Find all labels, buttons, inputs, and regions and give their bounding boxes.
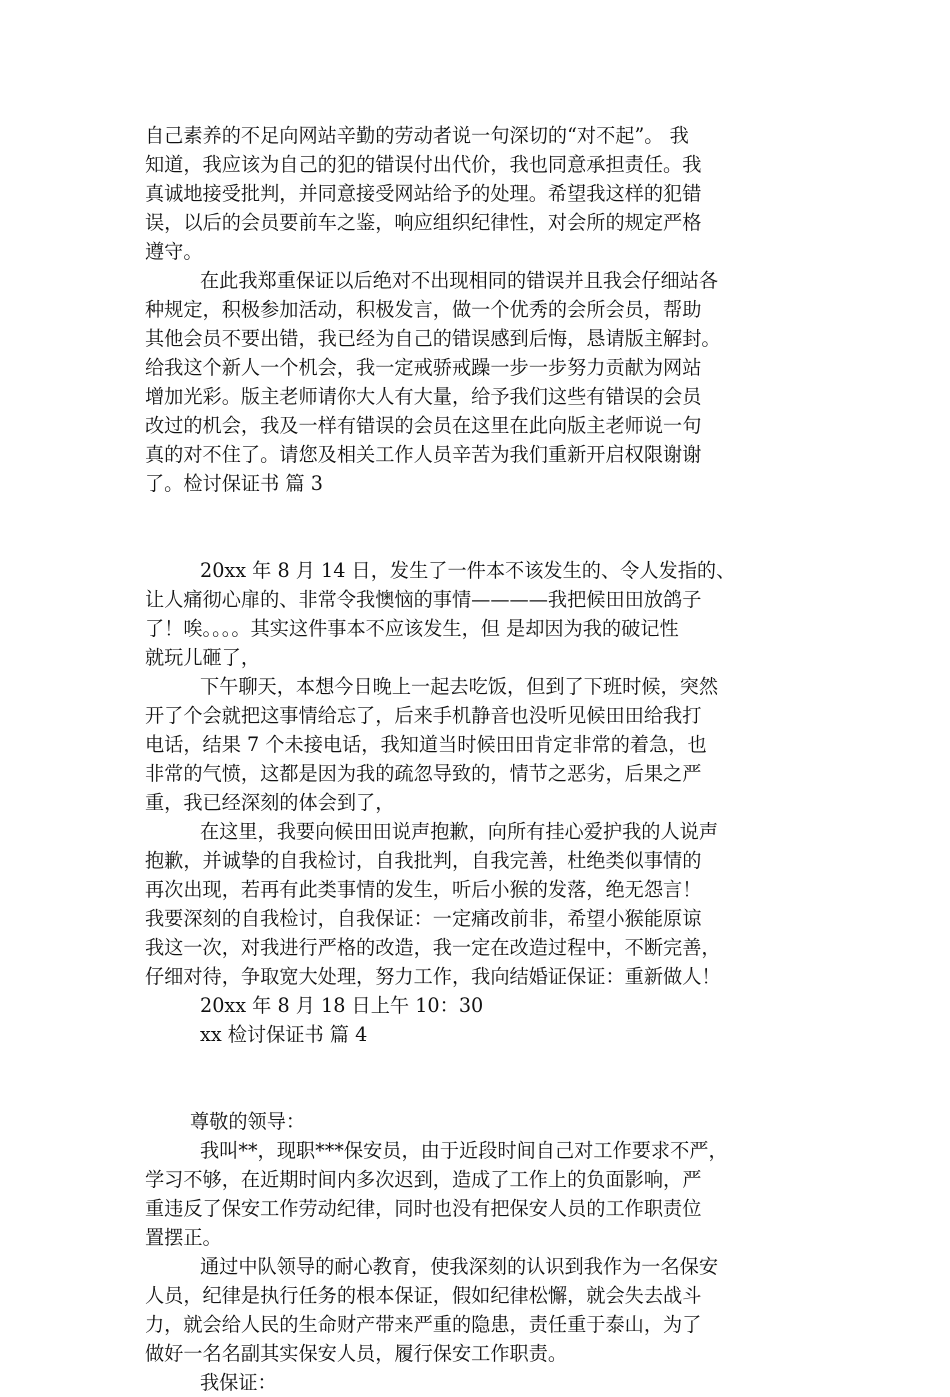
text-line: 遵守。 [145, 240, 203, 263]
text-line: 置摆正。 [145, 1226, 222, 1249]
text-line: 在这里，我要向候田田说声抱歉，向所有挂心爱护我的人说声 [200, 820, 719, 843]
text-line: 20xx 年 8 月 18 日上午 10：30 [200, 994, 484, 1017]
text-line: 了。检讨保证书 篇 3 [145, 472, 323, 495]
text-line: 学习不够，在近期时间内多次迟到，造成了工作上的负面影响，严 [145, 1168, 702, 1191]
text-line: 电话，结果 7 个未接电话，我知道当时候田田肯定非常的着急，也 [145, 733, 707, 756]
text-line: 再次出现，若再有此类事情的发生，听后小猴的发落，绝无怨言！ [145, 878, 702, 901]
text-line: 重，我已经深刻的体会到了， [145, 791, 395, 814]
text-line: 真诚地接受批判，并同意接受网站给予的处理。希望我这样的犯错 [145, 182, 702, 205]
text-line: 开了个会就把这事情给忘了，后来手机静音也没听见候田田给我打 [145, 704, 702, 727]
text-line: 力，就会给人民的生命财产带来严重的隐患，责任重于泰山，为了 [145, 1313, 702, 1336]
text-line: 通过中队领导的耐心教育，使我深刻的认识到我作为一名保安 [200, 1255, 719, 1278]
text-line: 做好一名名副其实保安人员，履行保安工作职责。 [145, 1342, 568, 1365]
text-line: 误，以后的会员要前车之鉴，响应组织纪律性，对会所的规定严格 [145, 211, 702, 234]
text-line: 给我这个新人一个机会，我一定戒骄戒躁一步一步努力贡献为网站 [145, 356, 702, 379]
text-line: 我要深刻的自我检讨，自我保证：一定痛改前非，希望小猴能原谅 [145, 907, 702, 930]
text-line: 抱歉，并诚挚的自我检讨，自我批判，自我完善，杜绝类似事情的 [145, 849, 702, 872]
text-line: 尊敬的领导： [190, 1110, 306, 1133]
text-line: 下午聊天，本想今日晚上一起去吃饭，但到了下班时候，突然 [200, 675, 719, 698]
blank-gap [145, 1049, 810, 1107]
text-line: 我这一次，对我进行严格的改造，我一定在改造过程中，不断完善， [145, 936, 721, 959]
text-line: 改过的机会，我及一样有错误的会员在这里在此向版主老师说一句 [145, 414, 702, 437]
document-body [145, 121, 810, 1397]
text-line: xx 检讨保证书 篇 4 [200, 1023, 368, 1046]
text-line: 就玩儿砸了， [145, 646, 261, 669]
blank-gap [145, 498, 810, 556]
text-line: 增加光彩。版主老师请你大人有大量，给予我们这些有错误的会员 [145, 385, 702, 408]
text-line: 其他会员不要出错，我已经为自己的错误感到后悔，恳请版主解封。 [145, 327, 721, 350]
text-line: 让人痛彻心扉的、非常令我懊恼的事情————我把候田田放鸽子 [145, 588, 702, 611]
text-line: 重违反了保安工作劳动纪律，同时也没有把保安人员的工作职责位 [145, 1197, 702, 1220]
text-line: 自己素养的不足向网站辛勤的劳动者说一句深切的“对不起”。 我 [145, 124, 689, 147]
text-line: 非常的气愤，这都是因为我的疏忽导致的，情节之恶劣，后果之严 [145, 762, 702, 785]
text-line: 种规定，积极参加活动，积极发言，做一个优秀的会所会员，帮助 [145, 298, 702, 321]
text-line: 我叫**，现职***保安员，由于近段时间自己对工作要求不严， [200, 1139, 728, 1162]
text-line: 我保证： [200, 1371, 277, 1394]
text-line: 了！唉。。。。其实这件事本不应该发生，但 是却因为我的破记性 [145, 617, 679, 640]
text-line: 人员，纪律是执行任务的根本保证，假如纪律松懈，就会失去战斗 [145, 1284, 702, 1307]
text-line: 知道，我应该为自己的犯的错误付出代价，我也同意承担责任。我 [145, 153, 702, 176]
text-line: 仔细对待，争取宽大处理，努力工作，我向结婚证保证：重新做人！ [145, 965, 721, 988]
text-line: 真的对不住了。请您及相关工作人员辛苦为我们重新开启权限谢谢 [145, 443, 702, 466]
text-line: 20xx 年 8 月 14 日，发生了一件本不该发生的、令人发指的、 [200, 559, 736, 582]
text-line: 在此我郑重保证以后绝对不出现相同的错误并且我会仔细站各 [200, 269, 719, 292]
